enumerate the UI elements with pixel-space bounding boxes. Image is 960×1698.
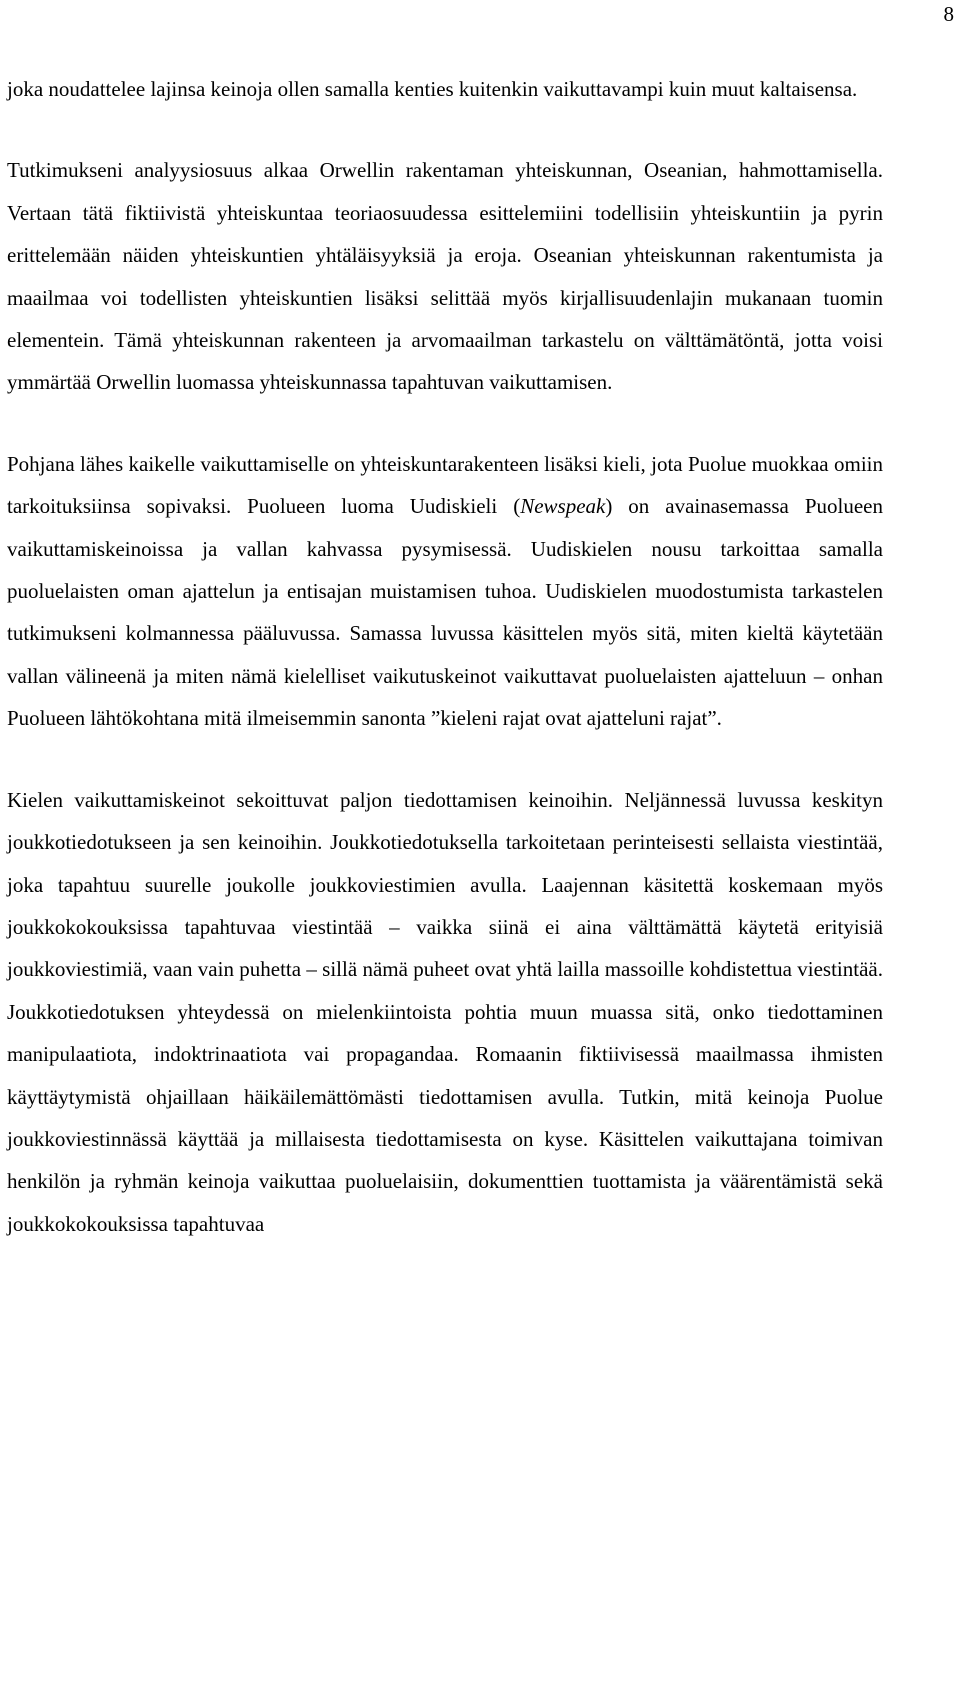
- paragraph: [7, 149, 883, 403]
- document-body: [7, 68, 883, 1245]
- paragraph: [7, 443, 883, 740]
- paragraph-text: Kielen vaikuttamiskeinot sekoittuvat paljon tiedottamisen keinoihin. Neljännessä luvussa keskityn joukkotiedotukseen ja sen keinoihin. Joukkotiedotuksella tarkoitetaan perinteisesti sellaista viestintää, joka tapahtuu suurelle joukolle joukkoviestimien avulla. Laajennan käsitettä koskemaan myös joukkokokouksissa tapahtuvaa viestintää – vaikka siinä ei aina välttämättä käytetä erityisiä joukkoviestimiä, vaan vain puhetta – sillä nämä puheet ovat yhtä lailla massoille kohdistettua viestintää. Joukkotiedotuksen yhteydessä on mielenkiintoista pohtia muun muassa sitä, onko tiedottaminen manipulaatiota, indoktrinaatiota vai propagandaa. Romaanin fiktiivisessä maailmassa ihmisten käyttäytymistä ohjaillaan häikäilemättömästi tiedottamisen avulla. Tutkin, mitä keinoja Puolue joukkoviestinnässä käyttää ja millaisesta tiedottamisesta on kyse. Käsittelen vaikuttajana toimivan henkilön ja ryhmän keinoja vaikuttaa puoluelaisiin, dokumenttien tuottamista ja väärentämistä sekä joukkokokouksissa tapahtuvaa: [7, 787, 883, 1236]
- italic-term: Newspeak: [520, 494, 606, 519]
- paragraph: [7, 779, 883, 1245]
- page-number: 8: [943, 2, 954, 26]
- paragraph: [7, 68, 883, 110]
- paragraph-text: Pohjana lähes kaikelle vaikuttamiselle on yhteiskuntarakenteen lisäksi kieli, jota Puolue muokkaa omiin tarkoituksiinsa sopivaksi. Puolueen luoma Uudiskieli (: [7, 451, 883, 519]
- paragraph-text: Tutkimukseni analyysiosuus alkaa Orwellin rakentaman yhteiskunnan, Oseanian, hahmottamisella. Vertaan tätä fiktiivistä yhteiskuntaa teoriaosuudessa esittelemiini todellisiin yhteiskuntiin ja pyrin erittelemään näiden yhteiskuntien yhtäläisyyksiä ja eroja. Oseanian yhteiskunnan rakentumista ja maailmaa voi todellisten yhteiskuntien lisäksi selittää myös kirjallisuudenlajin mukanaan tuomin elementein. Tämä yhteiskunnan rakenteen ja arvomaailman tarkastelu on välttämätöntä, jotta voisi ymmärtää Orwellin luomassa yhteiskunnassa tapahtuvan vaikuttamisen.: [7, 158, 883, 395]
- paragraph-text: ) on avainasemassa Puolueen vaikuttamiskeinoissa ja vallan kahvassa pysymisessä. Uudiskielen nousu tarkoittaa samalla puoluelaisten oman ajattelun ja entisajan muistamisen tuhoa. Uudiskielen muodostumista tarkastelen tutkimukseni kolmannessa pääluvussa. Samassa luvussa käsittelen myös sitä, miten kieltä käytetään vallan välineenä ja miten nämä kielelliset vaikutuskeinot vaikuttavat puoluelaisten ajatteluun – onhan Puolueen lähtökohtana mitä ilmeisemmin sanonta ”kieleni rajat ovat ajatteluni rajat”.: [7, 494, 883, 731]
- paragraph-text: joka noudattelee lajinsa keinoja ollen samalla kenties kuitenkin vaikuttavampi kuin muut kaltaisensa.: [7, 77, 858, 101]
